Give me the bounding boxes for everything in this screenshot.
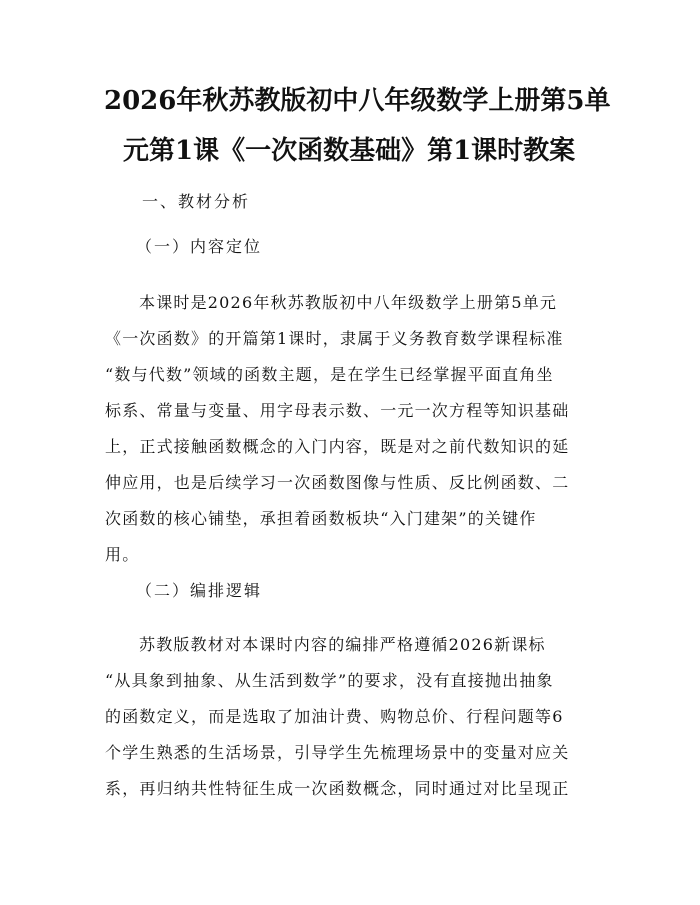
- paragraph-line: 上，正式接触函数概念的入门内容，既是对之前代数知识的延: [105, 437, 570, 456]
- paragraph-line: 次函数的核心铺垫，承担着函数板块“入门建架”的关键作: [105, 509, 537, 528]
- paragraph-line: 系，再归纳共性特征生成一次函数概念，同时通过对比呈现正: [105, 779, 570, 798]
- subsection-heading-arrangement-logic: （二）编排逻辑: [136, 581, 263, 600]
- paragraph-line: 苏教版教材对本课时内容的编排严格遵循2026新课标: [139, 635, 546, 654]
- document-title-line-2: 元第1课《一次函数基础》第1课时教案: [123, 136, 576, 166]
- subsection-heading-content-positioning: （一）内容定位: [136, 237, 263, 256]
- document-title-line-1: 2026年秋苏教版初中八年级数学上册第5单: [104, 86, 611, 116]
- paragraph-line: 用。: [105, 545, 140, 564]
- paragraph-content-positioning: [105, 285, 597, 573]
- paragraph-line: 标系、常量与变量、用字母表示数、一元一次方程等知识基础: [105, 401, 570, 420]
- paragraph-line: “从具象到抽象、从生活到数学”的要求，没有直接抛出抽象: [105, 671, 554, 690]
- paragraph-line: 《一次函数》的开篇第1课时，隶属于义务教育数学课程标准: [105, 329, 564, 348]
- paragraph-line: 本课时是2026年秋苏教版初中八年级数学上册第5单元: [139, 293, 558, 312]
- paragraph-line: “数与代数”领域的函数主题，是在学生已经掌握平面直角坐: [105, 365, 554, 384]
- paragraph-line: 的函数定义，而是选取了加油计费、购物总价、行程问题等6: [105, 707, 564, 726]
- paragraph-line: 伸应用，也是后续学习一次函数图像与性质、反比例函数、二: [105, 473, 570, 492]
- paragraph-line: 个学生熟悉的生活场景，引导学生先梳理场景中的变量对应关: [105, 743, 570, 762]
- section-heading-textbook-analysis: 一、教材分析: [142, 192, 251, 211]
- paragraph-arrangement-logic: [105, 627, 597, 807]
